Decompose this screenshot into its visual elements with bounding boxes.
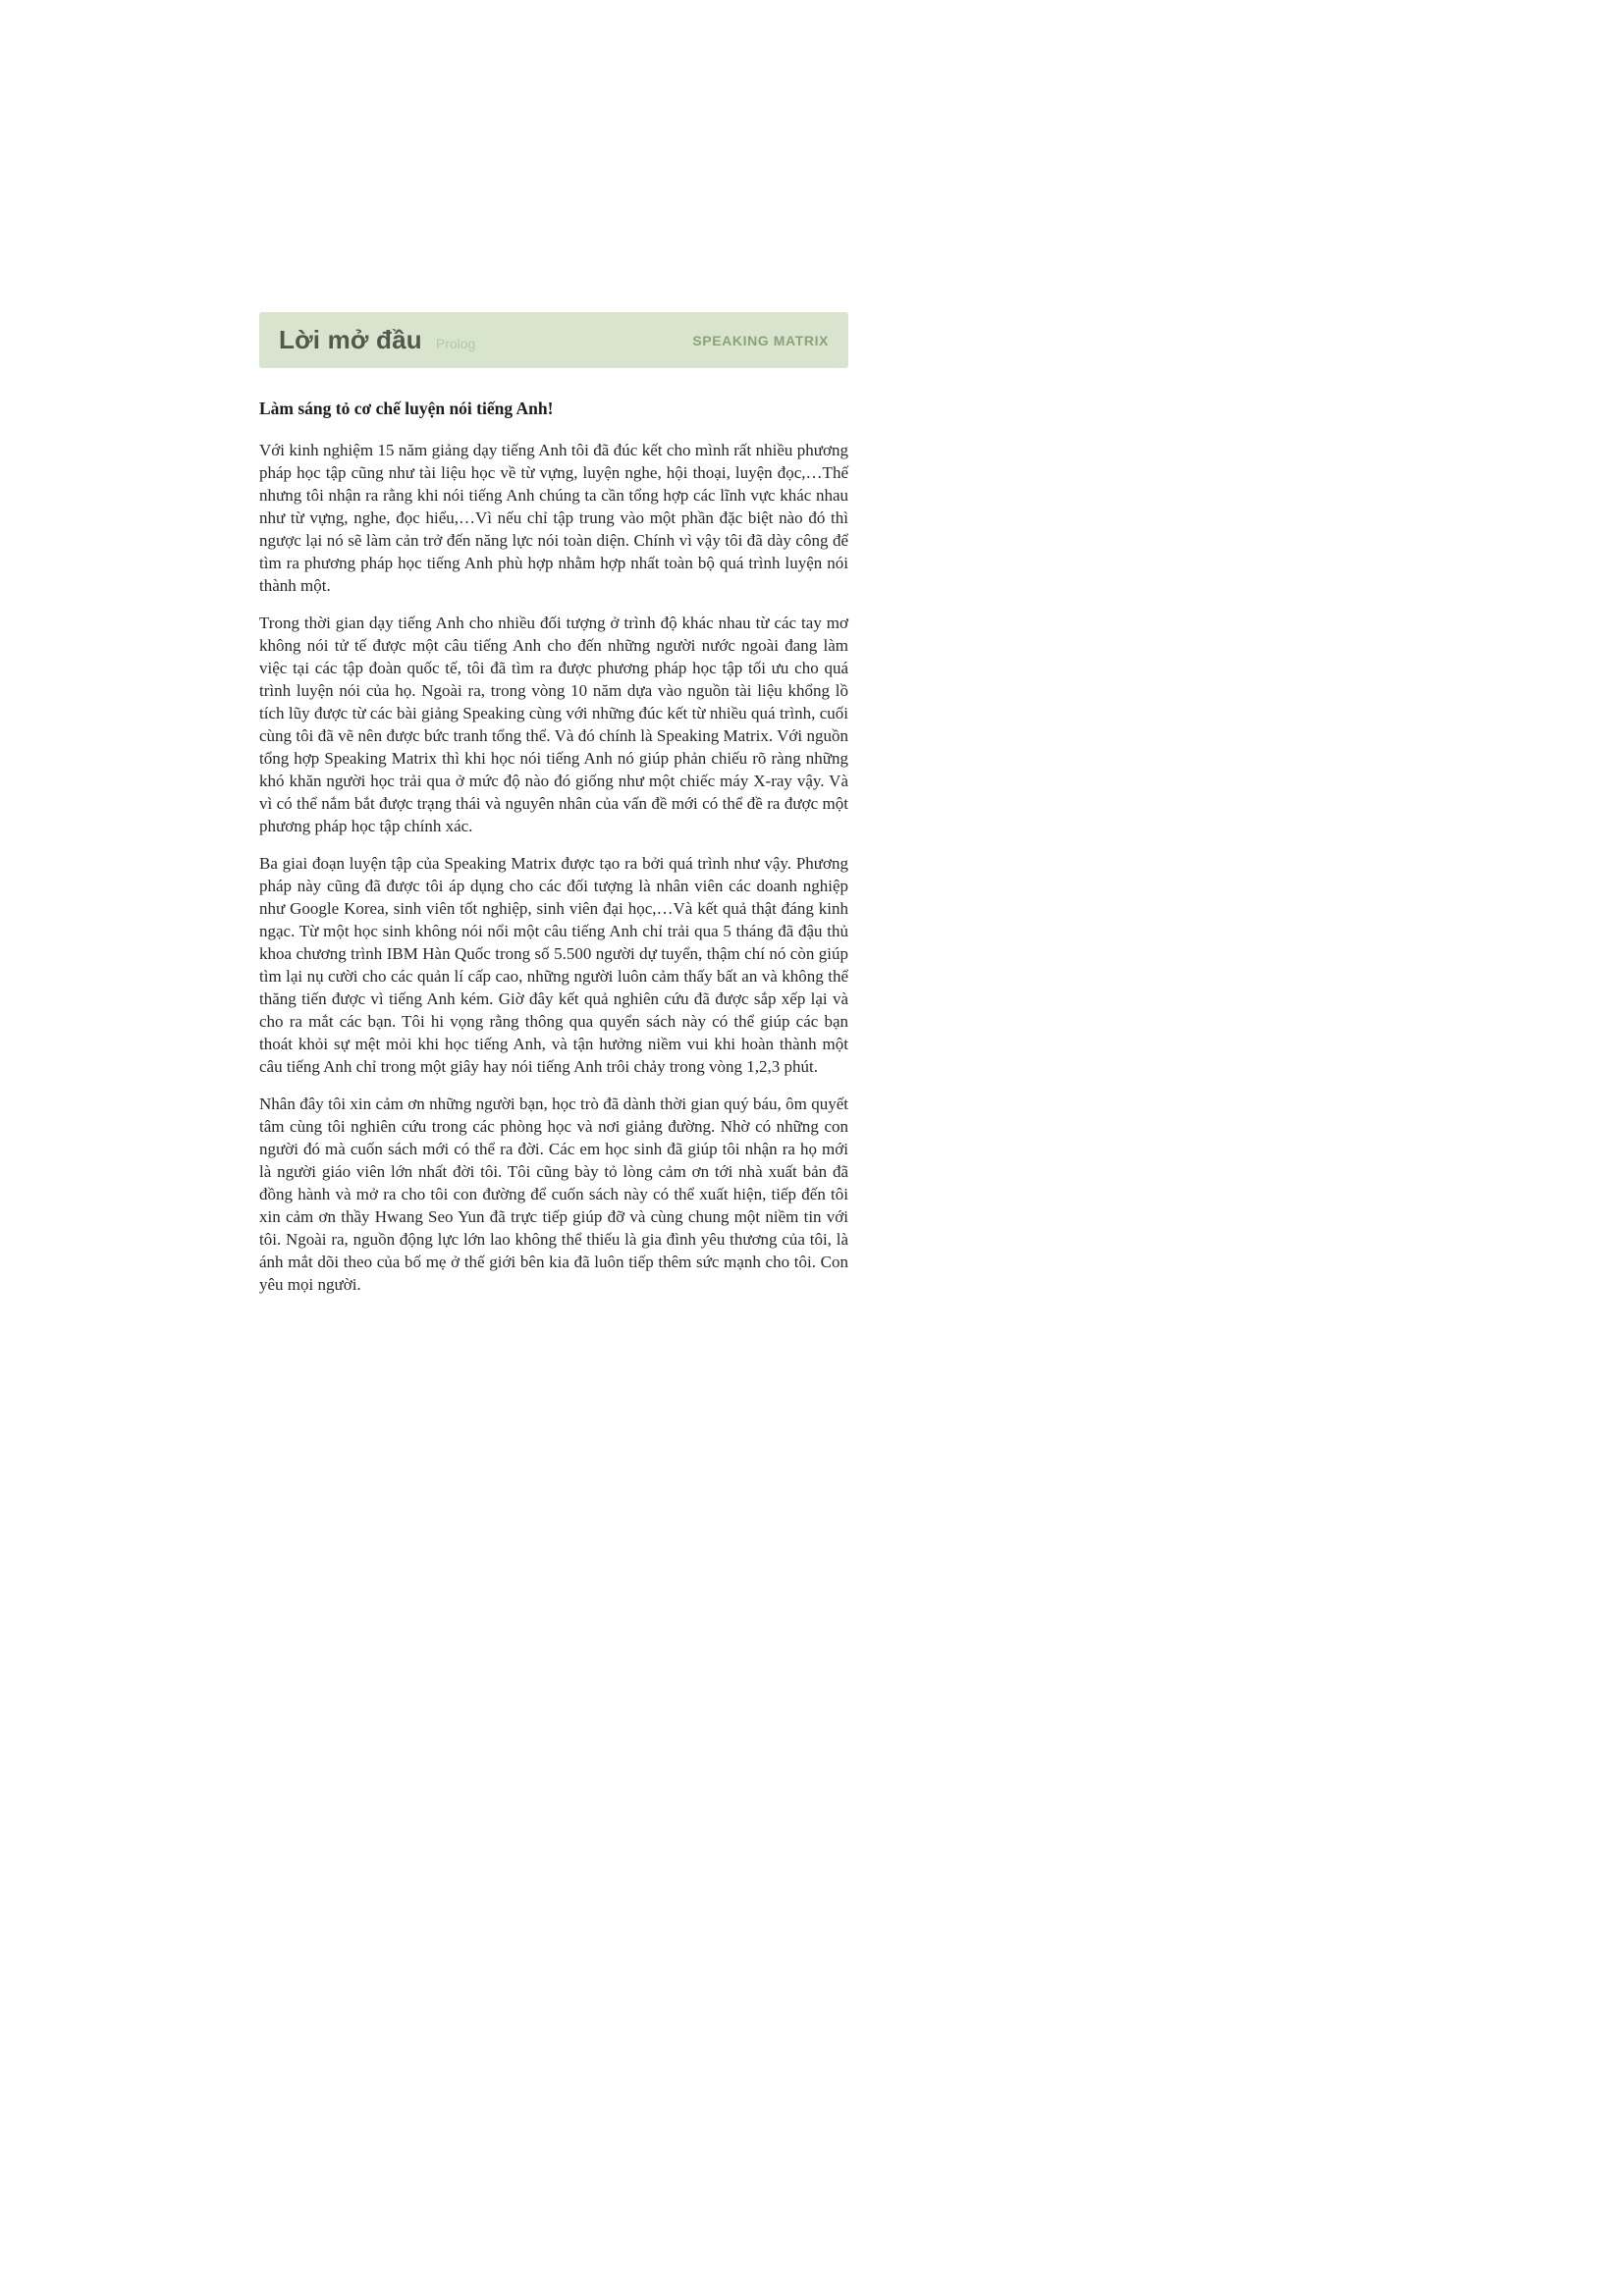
paragraph: Ba giai đoạn luyện tập của Speaking Matrix được tạo ra bởi quá trình như vậy. Phương pháp này cũng đã được tôi áp dụng cho các đối tượng là nhân viên các doanh nghiệp như Google Korea, sinh viên tốt nghiệp, sinh viên đại học,…Và kết quả thật đáng kinh ngạc. Từ một học sinh không nói nổi một câu tiếng Anh chỉ trải qua 5 tháng đã đậu thủ khoa chương trình IBM Hàn Quốc trong số 5.500 người dự tuyển, thậm chí nó còn giúp tìm lại nụ cười cho các quản lí cấp cao, những người luôn cảm thấy bất an và không thể thăng tiến được vì tiếng Anh kém. Giờ đây kết quả nghiên cứu đã được sắp xếp lại và cho ra mắt các bạn. Tôi hi vọng rằng thông qua quyển sách này có thể giúp các bạn thoát khỏi sự mệt mỏi khi học tiếng Anh, và tận hưởng niềm vui khi hoàn thành một câu tiếng Anh chỉ trong một giây hay nói tiếng Anh trôi chảy trong vòng 1,2,3 phút. xyxy=(259,854,848,1076)
chapter-header-bar xyxy=(259,312,848,368)
chapter-subtitle: Prolog xyxy=(435,335,476,351)
section-heading: Làm sáng tỏ cơ chế luyện nói tiếng Anh! xyxy=(259,399,554,418)
paragraph: Trong thời gian dạy tiếng Anh cho nhiều đối tượng ở trình độ khác nhau từ các tay mơ không nói tử tế được một câu tiếng Anh cho đến những người nước ngoài đang làm việc tại các tập đoàn quốc tế, tôi đã tìm ra được phương pháp học tập tối ưu cho quá trình luyện nói của họ. Ngoài ra, trong vòng 10 năm dựa vào nguồn tài liệu khổng lồ tích lũy được từ các bài giảng Speaking cùng với những đúc kết từ nhiều quá trình, cuối cùng tôi đã vẽ nên được bức tranh tổng thể. Và đó chính là Speaking Matrix. Với nguồn tổng hợp Speaking Matrix thì khi học nói tiếng Anh nó giúp phản chiếu rõ ràng những khó khăn người học trải qua ở mức độ nào đó giống như một chiếc máy X-ray vậy. Và vì có thể nắm bắt được trạng thái và nguyên nhân của vấn đề mới có thể đề ra được một phương pháp học tập chính xác. xyxy=(259,614,848,835)
body-copy xyxy=(259,439,848,1296)
paragraph: Với kinh nghiệm 15 năm giảng dạy tiếng Anh tôi đã đúc kết cho mình rất nhiều phương pháp học tập cũng như tài liệu học về từ vựng, luyện nghe, hội thoại, luyện đọc,…Thế nhưng tôi nhận ra rằng khi nói tiếng Anh chúng ta cần tổng hợp các lĩnh vực khác nhau như từ vựng, nghe, đọc hiểu,…Vì nếu chỉ tập trung vào một phần đặc biệt nào đó thì ngược lại nó sẽ làm cản trở đến năng lực nói toàn diện. Chính vì vậy tôi đã dày công để tìm ra phương pháp học tiếng Anh phù hợp nhằm hợp nhất toàn bộ quá trình luyện nói thành một. xyxy=(259,441,848,595)
chapter-title: Lời mở đầu xyxy=(279,325,422,354)
book-brand-label: SPEAKING MATRIX xyxy=(692,332,829,348)
book-page xyxy=(259,312,848,1310)
paragraph: Nhân đây tôi xin cảm ơn những người bạn, học trò đã dành thời gian quý báu, ôm quyết tâm cùng tôi nghiên cứu trong các phòng học và nơi giảng đường. Nhờ có những con người đó mà cuốn sách mới có thể ra đời. Các em học sinh đã giúp tôi nhận ra họ mới là người giáo viên lớn nhất đời tôi. Tôi cũng bày tỏ lòng cảm ơn tới nhà xuất bản đã đồng hành và mở ra cho tôi con đường để cuốn sách này có thể xuất hiện, tiếp đến tôi xin cảm ơn thầy Hwang Seo Yun đã trực tiếp giúp đỡ và cùng chung một niềm tin với tôi. Ngoài ra, nguồn động lực lớn lao không thể thiếu là gia đình yêu thương của tôi, là ánh mắt dõi theo của bố mẹ ở thế giới bên kia đã luôn tiếp thêm sức mạnh cho tôi. Con yêu mọi người. xyxy=(259,1095,848,1294)
